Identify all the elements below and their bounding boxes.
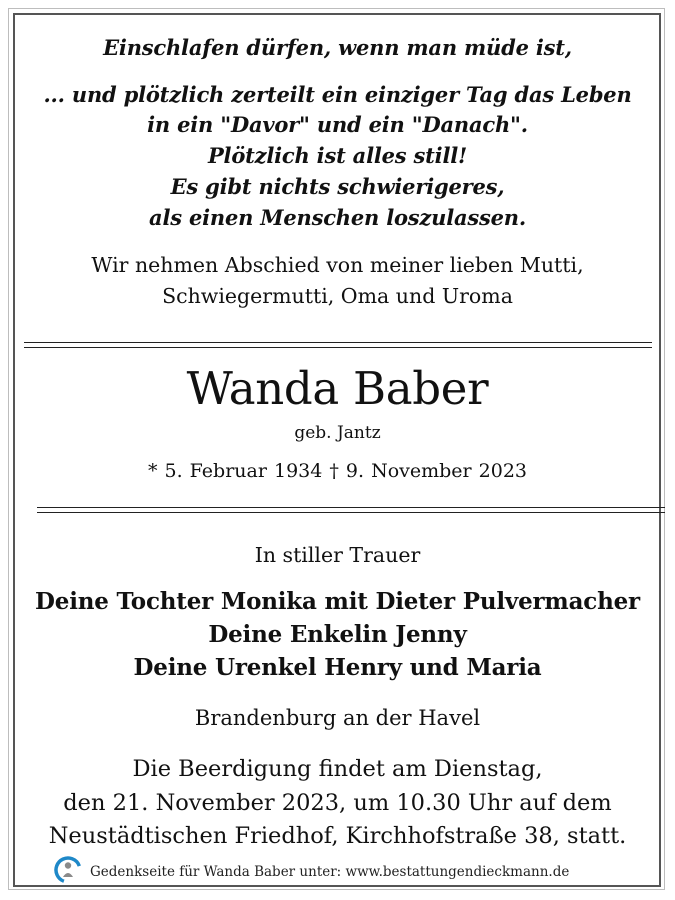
mourning-label: In stiller Trauer: [254, 543, 421, 567]
city: Brandenburg an der Havel: [194, 706, 481, 730]
funeral-line-2: den 21. November 2023, um 10.30 Uhr auf dem: [63, 790, 612, 816]
poem-line-4: Plötzlich ist alles still!: [207, 143, 468, 168]
funeral-line-1: Die Beerdigung findet am Dienstag,: [132, 756, 543, 782]
life-dates: * 5. Februar 1934 † 9. November 2023: [147, 460, 528, 482]
maiden-name: geb. Jantz: [294, 423, 381, 443]
poem-line-1: Einschlafen dürfen, wenn man müde ist,: [103, 35, 572, 60]
deceased-name: Wanda Baber: [186, 362, 489, 415]
memorial-page-link[interactable]: Gedenkseite für Wanda Baber unter: www.bestattungendieckmann.de: [90, 864, 570, 880]
family-line-2: Deine Enkelin Jenny: [208, 621, 467, 648]
poem-line-2: ... und plötzlich zerteilt ein einziger Tag das Leben: [43, 82, 632, 107]
family-line-3: Deine Urenkel Henry und Maria: [133, 654, 542, 681]
funeral-line-3: Neustädtischen Friedhof, Kirchhofstraße 38, statt.: [48, 823, 627, 849]
divider-top: [24, 342, 652, 348]
intro-line-1: Wir nehmen Abschied von meiner lieben Mutti,: [91, 253, 584, 277]
poem-line-3: in ein "Davor" und ein "Danach".: [147, 112, 528, 137]
intro-line-2: Schwiegermutti, Oma und Uroma: [162, 284, 513, 308]
poem-line-5: Es gibt nichts schwierigeres,: [170, 174, 505, 199]
footer[interactable]: [54, 857, 569, 887]
poem-line-6: als einen Menschen loszulassen.: [149, 205, 526, 230]
family-line-1: Deine Tochter Monika mit Dieter Pulvermacher: [35, 588, 640, 615]
memorial-logo-icon: [54, 856, 82, 888]
divider-bottom: [37, 507, 665, 513]
